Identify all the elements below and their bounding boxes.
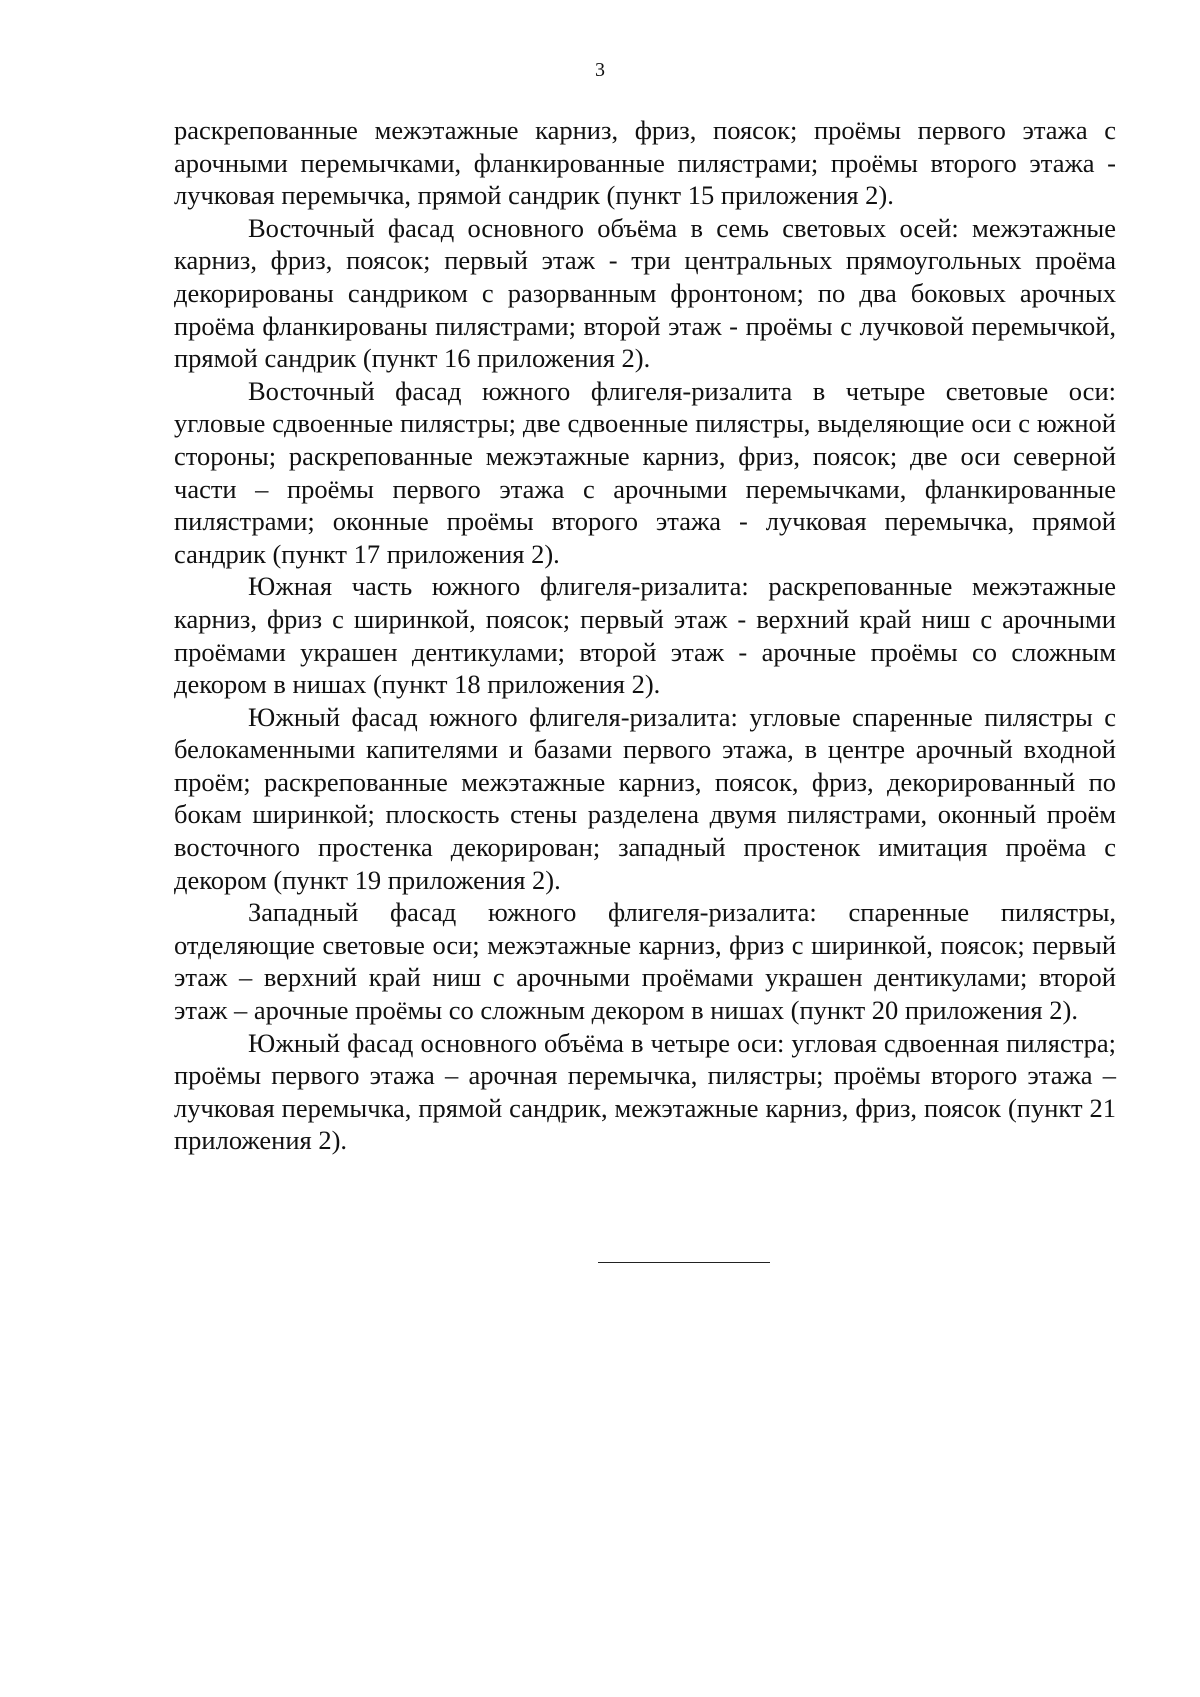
page-number: 3 bbox=[595, 59, 605, 81]
document-body bbox=[174, 114, 1116, 1157]
paragraph: Восточный фасад южного флигеля-ризалита в четыре световые оси: угловые сдвоенные пилястры; две сдвоенные пилястры, выделяющие оси с южной стороны; раскрепованные межэтажные карниз, фриз, поясок; две оси северной части – проёмы первого этажа с арочными перемычками, фланкированные пилястрами; оконные проёмы второго этажа - лучковая перемычка, прямой сандрик (пункт 17 приложения 2). bbox=[174, 375, 1116, 569]
paragraph: Южный фасад южного флигеля-ризалита: угловые спаренные пилястры с белокаменными капителями и базами первого этажа, в центре арочный входной проём; раскрепованные межэтажные карниз, поясок, фриз, декорированный по бокам ширинкой; плоскость стены разделена двумя пилястрами, оконный проём восточного простенка декорирован; западный простенок имитация проёма с декором (пункт 19 приложения 2). bbox=[174, 701, 1116, 895]
end-of-document-rule bbox=[598, 1262, 770, 1263]
paragraph: Западный фасад южного флигеля-ризалита: спаренные пилястры, отделяющие световые оси; межэтажные карниз, фриз с ширинкой, поясок; первый этаж – верхний край ниш с арочными проёмами украшен дентикулами; второй этаж – арочные проёмы со сложным декором в нишах (пункт 20 приложения 2). bbox=[174, 897, 1116, 1026]
paragraph: раскрепованные межэтажные карниз, фриз, поясок; проёмы первого этажа с арочными перемычками, фланкированные пилястрами; проёмы второго этажа - лучковая перемычка, прямой сандрик (пункт 15 приложения 2). bbox=[174, 115, 1116, 211]
paragraph: Южный фасад основного объёма в четыре оси: угловая сдвоенная пилястра; проёмы первого этажа – арочная перемычка, пилястры; проёмы второго этажа – лучковая перемычка, прямой сандрик, межэтажные карниз, фриз, поясок (пункт 21 приложения 2). bbox=[174, 1027, 1116, 1156]
paragraph: Восточный фасад основного объёма в семь световых осей: межэтажные карниз, фриз, поясок; первый этаж - три центральных прямоугольных проёма декорированы сандриком с разорванным фронтоном; по два боковых арочных проёма фланкированы пилястрами; второй этаж - проёмы с лучковой перемычкой, прямой сандрик (пункт 16 приложения 2). bbox=[174, 212, 1116, 374]
paragraph: Южная часть южного флигеля-ризалита: раскрепованные межэтажные карниз, фриз с ширинкой, поясок; первый этаж - верхний край ниш с арочными проёмами украшен дентикулами; второй этаж - арочные проёмы со сложным декором в нишах (пункт 18 приложения 2). bbox=[174, 571, 1116, 700]
